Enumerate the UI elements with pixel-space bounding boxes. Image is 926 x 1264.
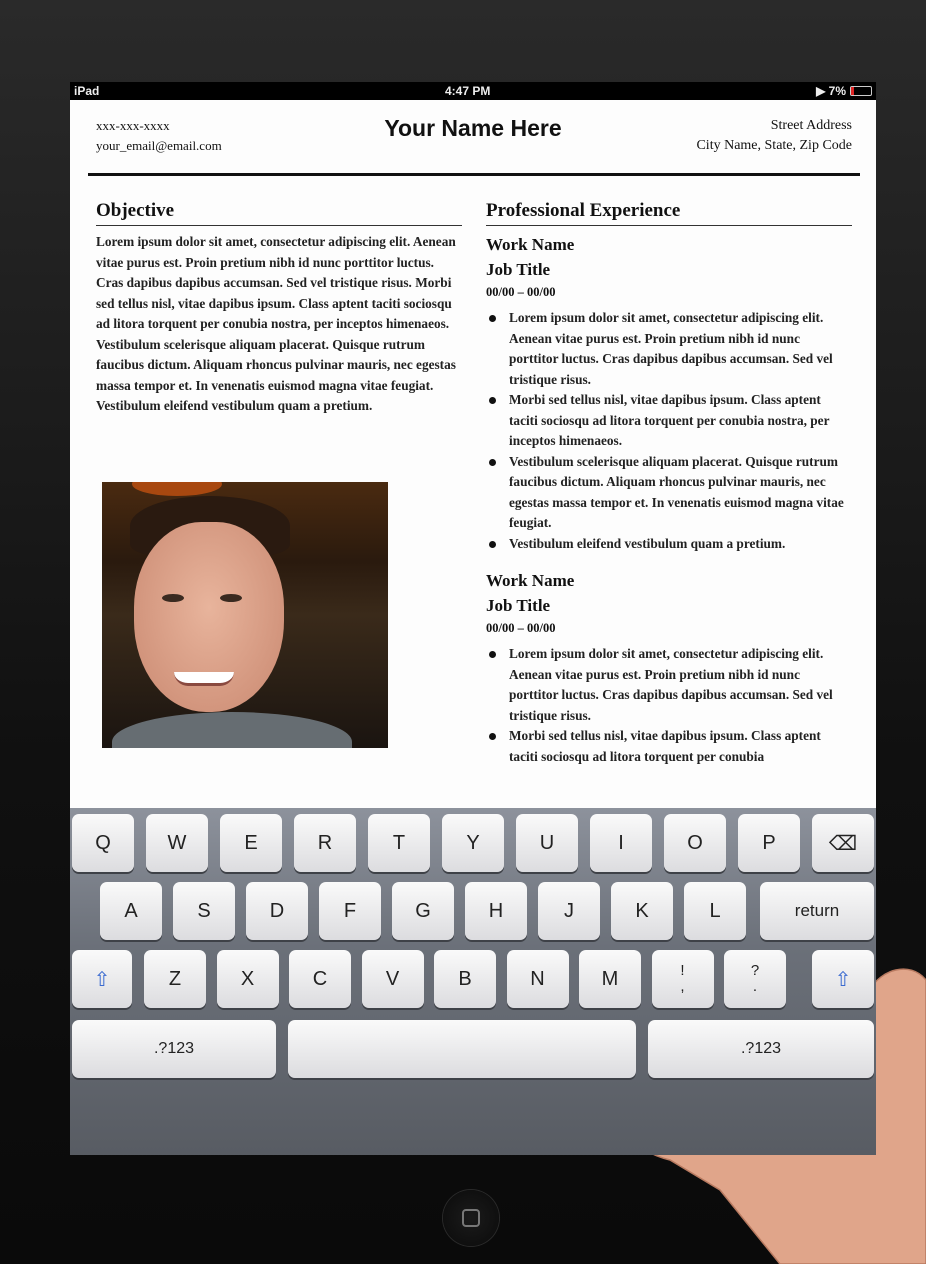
- objective-text: Lorem ipsum dolor sit amet, consectetur adipiscing elit. Aenean vitae purus est. Proin pretium nibh id nunc porttitor luctus. Cras dapibus dapibus accumsan. Sed vel tristique risus. Morbi sed tellus nisl, vitae dapibus ipsum. Class aptent taciti sociosqu ad litora torquent per conubia nostra, per inceptos himenaeos.: [96, 234, 456, 331]
- shift-icon: ⇧: [93, 968, 111, 991]
- numbers-key-left[interactable]: .?123: [72, 1020, 276, 1078]
- key-i[interactable]: I: [590, 814, 652, 872]
- key-1[interactable]: X: [217, 950, 279, 1008]
- numbers-key-right[interactable]: .?123: [648, 1020, 874, 1078]
- key-u[interactable]: U: [516, 814, 578, 872]
- status-bar: [70, 82, 876, 100]
- header-divider: [88, 173, 860, 176]
- email: your_email@email.com: [96, 138, 222, 153]
- space-bar[interactable]: [288, 1020, 636, 1078]
- contact-right: [696, 116, 852, 156]
- key-e[interactable]: E: [220, 814, 282, 872]
- bullet-item: Morbi sed tellus nisl, vitae dapibus ipsum. Class aptent taciti sociosqu ad litora torquent per conubia nostra, per inceptos himenaeos.: [486, 390, 852, 452]
- battery-percent: ▶ 7%: [816, 84, 846, 98]
- experience-heading: Professional Experience: [486, 200, 852, 226]
- backspace-key[interactable]: [812, 814, 874, 872]
- job-bullets: [486, 308, 852, 554]
- job-dates: 00/00 – 00/00: [486, 285, 556, 299]
- key-o[interactable]: O: [664, 814, 726, 872]
- resume-name: Your Name Here: [384, 115, 562, 141]
- key-r[interactable]: R: [294, 814, 356, 872]
- key-w[interactable]: W: [146, 814, 208, 872]
- shift-icon: ⇧: [834, 968, 852, 991]
- bullet-item: Lorem ipsum dolor sit amet, consectetur adipiscing elit. Aenean vitae purus est. Proin pretium nibh id nunc porttitor luctus. Cras dapibus dapibus accumsan. Sed vel tristique risus.: [486, 644, 852, 726]
- job-bullets: [486, 644, 852, 767]
- shift-key-left[interactable]: [72, 950, 132, 1008]
- key-p[interactable]: P: [738, 814, 800, 872]
- profile-photo: [102, 482, 388, 748]
- key-a[interactable]: A: [100, 882, 162, 940]
- battery-icon: [850, 86, 872, 96]
- key-q[interactable]: Q: [72, 814, 134, 872]
- key-0[interactable]: Z: [144, 950, 206, 1008]
- job-entry: [486, 232, 852, 554]
- device-name: iPad: [74, 84, 100, 98]
- home-button[interactable]: [443, 1190, 499, 1246]
- key-h[interactable]: H: [465, 882, 527, 940]
- objective-heading: Objective: [96, 200, 462, 226]
- job-entry: [486, 568, 852, 767]
- objective-text-2: Vestibulum scelerisque aliquam placerat. Quisque rutrum faucibus dictum. Aliquam rhoncus pulvinar mauris, nec egestas massa tempor et. In venenatis euismod magna vitae feugiat. Vestibulum eleifend vestibulum quam a pretium.: [96, 336, 456, 413]
- ipad-screen: [70, 82, 876, 1155]
- key-2[interactable]: C: [289, 950, 351, 1008]
- key-t[interactable]: T: [368, 814, 430, 872]
- key-j[interactable]: J: [538, 882, 600, 940]
- return-key[interactable]: return: [760, 882, 874, 940]
- work-name: Work Name: [486, 235, 575, 254]
- key-6[interactable]: M: [579, 950, 641, 1008]
- right-column: [486, 200, 852, 767]
- job-list: [486, 232, 852, 767]
- city-state-zip: City Name, State, Zip Code: [696, 138, 852, 153]
- home-icon: [462, 1209, 480, 1227]
- key-4[interactable]: B: [434, 950, 496, 1008]
- key-8[interactable]: ? .: [724, 950, 786, 1008]
- backspace-icon: ⌫: [828, 832, 858, 855]
- key-5[interactable]: N: [507, 950, 569, 1008]
- bullet-item: Lorem ipsum dolor sit amet, consectetur adipiscing elit. Aenean vitae purus est. Proin pretium nibh id nunc porttitor luctus. Cras dapibus dapibus accumsan. Sed vel tristique risus.: [486, 308, 852, 390]
- work-name: Work Name: [486, 571, 575, 590]
- onscreen-keyboard: [70, 808, 876, 1155]
- key-l[interactable]: L: [684, 882, 746, 940]
- key-f[interactable]: F: [319, 882, 381, 940]
- job-dates: 00/00 – 00/00: [486, 621, 556, 635]
- key-y[interactable]: Y: [442, 814, 504, 872]
- left-column: [96, 200, 462, 417]
- key-d[interactable]: D: [246, 882, 308, 940]
- shift-key-right[interactable]: [812, 950, 874, 1008]
- key-k[interactable]: K: [611, 882, 673, 940]
- bullet-item: Morbi sed tellus nisl, vitae dapibus ipsum. Class aptent taciti sociosqu ad litora torquent per conubia: [486, 726, 852, 767]
- key-3[interactable]: V: [362, 950, 424, 1008]
- street-address: Street Address: [770, 118, 852, 133]
- bullet-item: Vestibulum scelerisque aliquam placerat. Quisque rutrum faucibus dictum. Aliquam rhoncus pulvinar mauris, nec egestas massa tempor et. In venenatis euismod magna vitae feugiat.: [486, 452, 852, 534]
- bullet-item: Vestibulum eleifend vestibulum quam a pretium.: [486, 534, 852, 555]
- key-g[interactable]: G: [392, 882, 454, 940]
- job-title: Job Title: [486, 260, 551, 279]
- key-7[interactable]: ! ,: [652, 950, 714, 1008]
- phone: xxx-xxx-xxxx: [96, 118, 170, 133]
- clock: 4:47 PM: [445, 84, 491, 98]
- resume-document[interactable]: [70, 100, 876, 808]
- job-title: Job Title: [486, 596, 551, 615]
- key-s[interactable]: S: [173, 882, 235, 940]
